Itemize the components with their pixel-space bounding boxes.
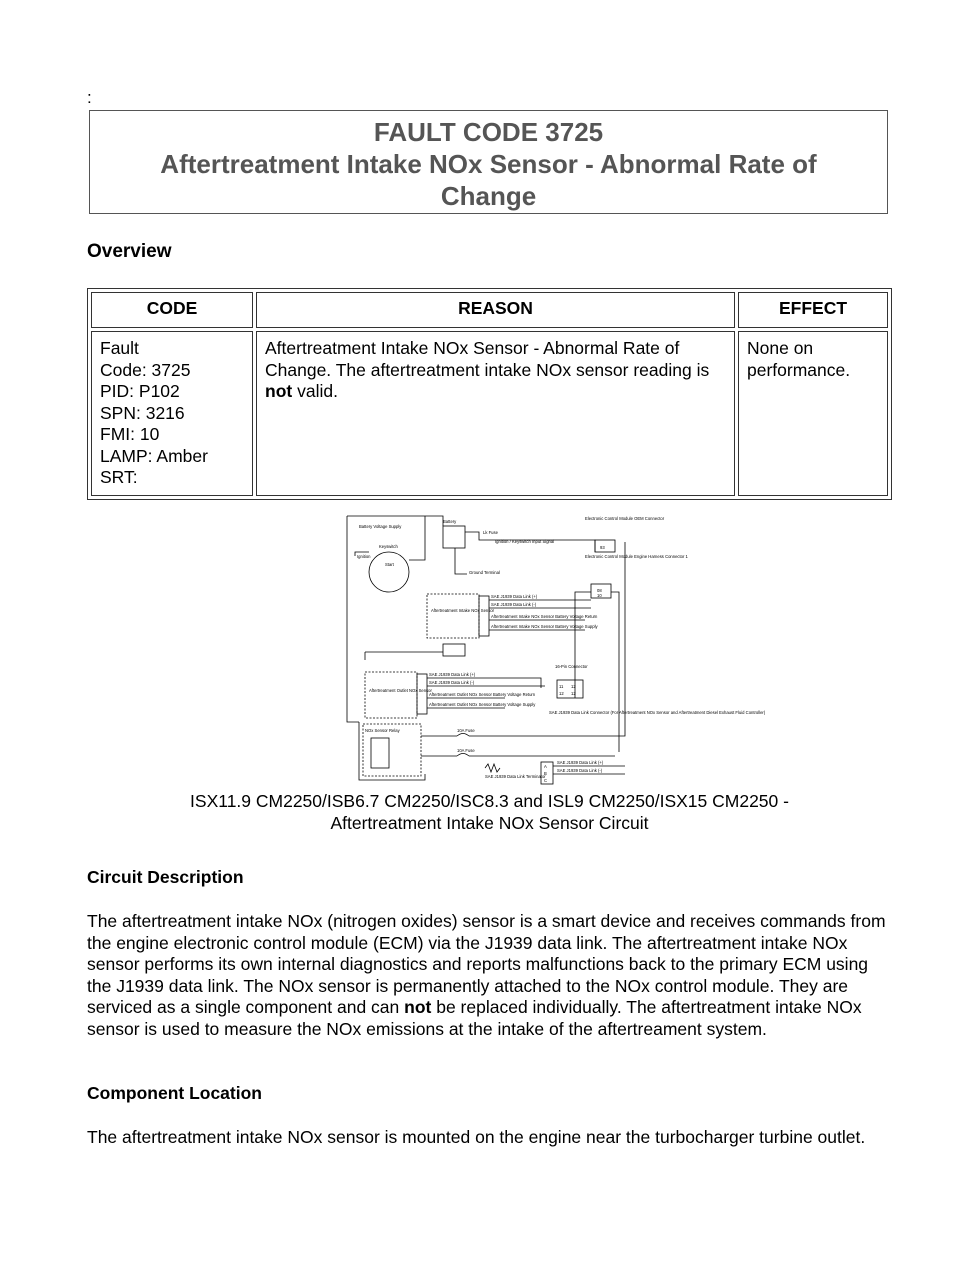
label-ecm-oem: Electronic Control Module OEM Connector: [585, 516, 665, 521]
circuit-description-text: [87, 911, 892, 1040]
code-line: Code: 3725: [100, 359, 191, 380]
code-line: Fault: [100, 338, 139, 358]
header-code: CODE: [91, 292, 253, 328]
label-intake-pin: SAE J1939 Data Link (-): [491, 602, 537, 607]
component-location-heading: Component Location: [87, 1083, 262, 1103]
circuit-diagram: [345, 512, 766, 790]
label-outlet-pin: SAE J1939 Data Link (-): [429, 680, 475, 685]
label-terminator: SAE J1939 Data Link Terminator: [485, 774, 546, 779]
label-fuse: Lk Fuse: [483, 530, 498, 535]
label-connector16: 16-Pin Connector: [555, 664, 588, 669]
battery-symbol: [443, 526, 465, 548]
label-j1939-connector: SAE J1939 Data Link Connector (For Aftertreatment NOx Sensor and Aftertreatment Diesel Exhaust Fluid Controller): [549, 710, 766, 715]
label-pin16: 12: [571, 691, 576, 696]
overview-table: [87, 288, 892, 500]
reason-text: Aftertreatment Intake NOx Sensor - Abnormal Rate of Change. The aftertreatment intake NOx sensor reading is: [265, 338, 710, 380]
header-reason: REASON: [256, 292, 735, 328]
label-pin-b: B: [544, 771, 547, 776]
fault-code-title: FAULT CODE 3725: [373, 117, 604, 147]
label-pin-c: C: [544, 778, 548, 783]
caption-line: Aftertreatment Intake NOx Sensor Circuit: [330, 813, 649, 833]
label-intake-pin: Aftertreatment Intake NOx Sensor Battery Voltage Return: [491, 614, 598, 619]
table-row: [91, 331, 888, 496]
label-dl-plus: SAE J1939 Data Link (+): [557, 760, 604, 765]
label-outlet-pin: SAE J1939 Data Link (+): [429, 672, 476, 677]
label-battery: Battery: [443, 519, 457, 524]
code-cell: [91, 331, 253, 496]
label-pin16: 12: [571, 684, 576, 689]
reason-text-end: valid.: [292, 381, 338, 401]
label-relay: NOx Sensor Relay: [365, 728, 400, 733]
fault-title-box: [89, 110, 888, 214]
label-keyswitch: Keyswitch: [379, 544, 398, 549]
circuit-bold: not: [404, 997, 432, 1017]
code-line: PID: P102: [100, 381, 180, 401]
label-outlet-pin: Aftertreatment Outlet NOx Sensor Battery Voltage Return: [429, 692, 536, 697]
label-pin-a: A: [544, 764, 547, 769]
caption-line: ISX11.9 CM2250/ISB6.7 CM2250/ISC8.3 and ISL9 CM2250/ISX15 CM2250 -: [190, 791, 789, 811]
label-pin16: 11: [559, 684, 564, 689]
label-intake-pin: SAE J1939 Data Link (+): [491, 594, 538, 599]
label-outlet-sensor: Aftertreatment Outlet NOx Sensor: [369, 688, 432, 693]
label-pin16: 12: [559, 691, 564, 696]
label-intake-sensor: Aftertreatment Intake NOx Sensor: [431, 608, 495, 613]
code-line: FMI: 10: [100, 424, 160, 444]
label-pin08: 08: [597, 588, 602, 593]
code-line: LAMP: Amber: [100, 445, 208, 466]
label-dl-minus: SAE J1939 Data Link (-): [557, 768, 603, 773]
header-effect: EFFECT: [738, 292, 888, 328]
diagram-caption: [87, 790, 892, 834]
label-ground: Ground Terminal: [469, 570, 500, 575]
effect-cell: None on performance.: [738, 331, 888, 496]
code-line: SRT:: [100, 467, 138, 487]
label-outlet-pin: Aftertreatment Outlet NOx Sensor Battery Voltage Supply: [429, 702, 536, 707]
label-start: Start: [385, 562, 394, 567]
label-fuse10a: 10A Fuse: [457, 748, 475, 753]
component-location-text: The aftertreatment intake NOx sensor is mounted on the engine near the turbocharger turbine outlet.: [87, 1127, 866, 1147]
circuit-text: The aftertreatment intake NOx (nitrogen oxides) sensor is a smart device and receives commands from the engine electronic control module (ECM) via the J1939 data link. The aftertreatment intake NOx sensor performs its own internal diagnostics and reports malfunctions back to the primary ECM using the J1939 data link. The NOx sensor is permanently attached to the NOx control module. They are serviced as a single component and can: [87, 911, 886, 1017]
reason-cell: [256, 331, 735, 496]
label-pin10: 10: [597, 593, 602, 598]
table-header-row: [91, 292, 888, 328]
circuit-description-heading: Circuit Description: [87, 867, 244, 887]
circuit-text-end: be replaced individually. The aftertreatment intake NOx sensor is used to measure the NOx emissions at the intake of the aftertreament system.: [87, 997, 862, 1039]
label-ecm-harness: Electronic Control Module Engine Harness Connector 1: [585, 554, 688, 559]
label-ignition-signal: Ignition / Keyswitch Input Signal: [495, 539, 555, 544]
label-pin93: 93: [600, 545, 605, 550]
label-intake-pin: Aftertreatment Intake NOx Sensor Battery Voltage Supply: [491, 624, 598, 629]
page-colon: :: [87, 88, 92, 107]
keyswitch-symbol: [369, 552, 409, 592]
label-fuse10a: 10A Fuse: [457, 728, 475, 733]
label-battery-supply: Battery Voltage Supply: [359, 524, 402, 529]
code-line: SPN: 3216: [100, 402, 185, 423]
reason-bold: not: [265, 381, 293, 401]
overview-heading: Overview: [87, 241, 172, 262]
label-ignition: Ignition: [357, 554, 371, 559]
fault-code-subtitle: Aftertreatment Intake NOx Sensor - Abnormal Rate of Change: [160, 149, 817, 211]
